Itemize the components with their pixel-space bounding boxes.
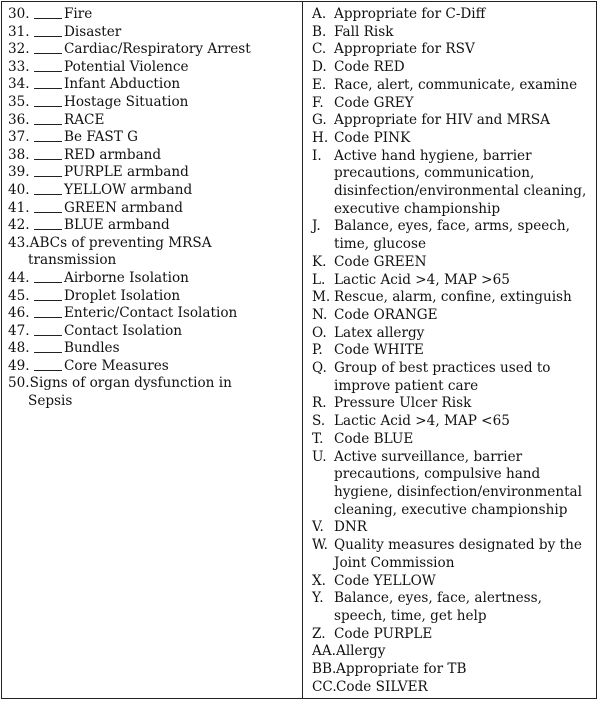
answer-text: Code PINK: [334, 129, 411, 146]
answer-letter: B.: [312, 23, 327, 40]
question-text: Potential Violence: [64, 58, 189, 75]
question-number: 39.: [8, 164, 30, 181]
answer-option: [312, 24, 594, 42]
question-item: [8, 375, 298, 410]
question-text: Signs of organ dysfunction in: [29, 375, 232, 392]
answer-blank[interactable]: [34, 182, 62, 195]
answer-letter: A.: [312, 6, 327, 22]
question-text: Contact Isolation: [64, 322, 183, 339]
answer-option: [312, 519, 594, 537]
question-text: Enteric/Contact Isolation: [64, 305, 238, 322]
questions-column: [8, 6, 298, 411]
question-item: [8, 305, 298, 323]
question-item: [8, 182, 298, 200]
answer-text: Lactic Acid >4, MAP >65: [334, 271, 510, 288]
answer-option: [312, 573, 594, 591]
question-text: BLUE armband: [64, 217, 170, 234]
answer-letter: F.: [312, 94, 324, 111]
answer-text: Active hand hygiene, barrier precautions, communication, disinfection/environmental cleaning, executive championship: [334, 147, 587, 217]
question-item: [8, 358, 298, 376]
answer-option: [312, 41, 594, 59]
answer-blank[interactable]: [34, 164, 62, 177]
answer-option: [312, 679, 594, 697]
answer-text: Fall Risk: [334, 23, 394, 40]
answer-text: Appropriate for C-Diff: [334, 6, 486, 22]
answer-option: [312, 342, 594, 360]
answer-option: [312, 537, 594, 572]
answer-text: Code PURPLE: [334, 625, 433, 642]
question-item: [8, 41, 298, 59]
answer-option: [312, 431, 594, 449]
answer-option: [312, 643, 594, 661]
question-item: [8, 24, 298, 42]
answer-blank[interactable]: [34, 24, 62, 37]
answer-letter: G.: [312, 112, 327, 129]
matching-worksheet: [1, 1, 597, 699]
answer-text: Quality measures designated by the Joint Commission: [334, 537, 582, 571]
answer-option: [312, 77, 594, 95]
answer-option: [312, 95, 594, 113]
question-text: Fire: [64, 6, 93, 22]
answer-letter: V.: [312, 519, 324, 536]
question-number: 47.: [8, 322, 30, 339]
question-number: 30.: [8, 6, 30, 22]
question-text: RACE: [64, 111, 105, 128]
answer-letter: BB.: [312, 661, 337, 678]
question-text-continued: Sepsis: [28, 393, 73, 410]
answer-letter: J.: [312, 218, 321, 235]
question-number: 41.: [8, 199, 30, 216]
question-number: 49.: [8, 357, 30, 374]
answer-blank[interactable]: [34, 147, 62, 160]
question-number: 34.: [8, 76, 30, 93]
answer-text: Balance, eyes, face, alertness, speech, time, get help: [334, 590, 542, 624]
question-item: [8, 200, 298, 218]
answer-letter: M.: [312, 289, 331, 306]
answer-text: Latex allergy: [334, 324, 425, 341]
answer-blank[interactable]: [34, 6, 62, 19]
answer-option: [312, 218, 594, 253]
answer-letter: K.: [312, 253, 327, 270]
question-text: Infant Abduction: [64, 76, 181, 93]
answer-letter: Y.: [312, 590, 324, 607]
answer-text: Race, alert, communicate, examine: [334, 76, 578, 93]
question-item: [8, 323, 298, 341]
answer-option: [312, 661, 594, 679]
answer-letter: AA.: [312, 643, 336, 660]
answer-blank[interactable]: [34, 270, 62, 283]
answer-letter: O.: [312, 324, 327, 341]
question-item: [8, 270, 298, 288]
answer-text: Appropriate for TB: [336, 661, 467, 678]
answer-letter: H.: [312, 129, 329, 146]
answer-text: Code BLUE: [334, 430, 414, 447]
question-text: YELLOW armband: [64, 181, 193, 198]
answer-letter: X.: [312, 572, 326, 589]
answer-blank[interactable]: [34, 305, 62, 318]
answer-option: [312, 360, 594, 395]
answer-letter: N.: [312, 306, 328, 323]
question-item: [8, 129, 298, 147]
question-text: Droplet Isolation: [64, 287, 181, 304]
answer-text: Code WHITE: [334, 342, 424, 359]
answer-option: [312, 112, 594, 130]
answer-text: Code YELLOW: [334, 572, 436, 589]
question-text: ABCs of preventing MRSA: [29, 234, 212, 251]
question-text-continued: transmission: [28, 252, 117, 269]
question-item: [8, 94, 298, 112]
answer-letter: W.: [312, 537, 328, 554]
answer-blank[interactable]: [34, 288, 62, 301]
question-text: GREEN armband: [64, 199, 183, 216]
answer-text: DNR: [334, 519, 368, 536]
answer-blank[interactable]: [34, 94, 62, 107]
question-text: Airborne Isolation: [64, 269, 189, 286]
question-item: [8, 217, 298, 235]
answer-option: [312, 148, 594, 219]
question-item: [8, 76, 298, 94]
answer-option: [312, 59, 594, 77]
question-number: 35.: [8, 93, 30, 110]
column-divider: [302, 2, 303, 698]
answer-blank[interactable]: [34, 129, 62, 142]
question-text: Cardiac/Respiratory Arrest: [64, 41, 251, 58]
answer-option: [312, 289, 594, 307]
question-text: Hostage Situation: [64, 93, 189, 110]
answer-letter: R.: [312, 395, 327, 412]
answer-text: Code GREY: [334, 94, 414, 111]
answer-letter: S.: [312, 413, 326, 430]
question-item: [8, 59, 298, 77]
answer-letter: Z.: [312, 625, 326, 642]
answer-option: [312, 395, 594, 413]
question-item: [8, 147, 298, 165]
question-number: 36.: [8, 111, 30, 128]
answer-letter: C.: [312, 41, 327, 58]
answer-blank[interactable]: [34, 41, 62, 54]
answer-option: [312, 130, 594, 148]
question-number: 42.: [8, 217, 30, 234]
answer-text: Allergy: [336, 643, 386, 660]
question-item: [8, 112, 298, 130]
answer-option: [312, 449, 594, 520]
answer-text: Code GREEN: [334, 253, 427, 270]
question-item: [8, 6, 298, 24]
answer-option: [312, 325, 594, 343]
answer-option: [312, 307, 594, 325]
answer-blank[interactable]: [34, 217, 62, 230]
answer-text: Appropriate for HIV and MRSA: [334, 112, 550, 129]
question-number: 33.: [8, 58, 30, 75]
answer-text: Code ORANGE: [334, 306, 438, 323]
answer-text: Lactic Acid >4, MAP <65: [334, 413, 510, 430]
question-text: Be FAST G: [64, 129, 138, 146]
answer-letter: D.: [312, 59, 327, 76]
answer-blank[interactable]: [34, 76, 62, 89]
answer-option: [312, 413, 594, 431]
answer-blank[interactable]: [34, 112, 62, 125]
question-item: [8, 340, 298, 358]
question-number: 40.: [8, 181, 30, 198]
answer-blank[interactable]: [34, 340, 62, 353]
question-item: [8, 288, 298, 306]
answer-option: [312, 626, 594, 644]
answer-text: Code RED: [334, 59, 405, 76]
answer-option: [312, 272, 594, 290]
answer-blank[interactable]: [34, 200, 62, 213]
answer-option: [312, 590, 594, 625]
answer-text: Rescue, alarm, confine, extinguish: [334, 289, 572, 306]
answer-letter: L.: [312, 271, 326, 288]
answer-letter: I.: [312, 147, 322, 164]
answer-blank[interactable]: [34, 358, 62, 371]
answer-text: Appropriate for RSV: [334, 41, 475, 58]
answer-text: Active surveillance, barrier precautions, compulsive hand hygiene, disinfection/environmental cleaning, executive championship: [334, 448, 582, 518]
answer-letter: Q.: [312, 360, 327, 377]
answer-letter: P.: [312, 342, 323, 359]
question-item: [8, 164, 298, 182]
answer-letter: E.: [312, 76, 327, 93]
answer-text: Code SILVER: [336, 678, 428, 695]
question-number: 50.: [8, 375, 30, 392]
question-number: 48.: [8, 340, 30, 357]
answer-text: Balance, eyes, face, arms, speech, time, glucose: [334, 218, 570, 253]
answer-text: Group of best practices used to improve patient care: [334, 360, 551, 394]
answer-blank[interactable]: [34, 323, 62, 336]
question-number: 44.: [8, 269, 30, 286]
question-number: 31.: [8, 23, 30, 40]
question-text: Core Measures: [64, 357, 169, 374]
question-text: Bundles: [64, 340, 120, 357]
answer-option: [312, 254, 594, 272]
question-number: 38.: [8, 146, 30, 163]
answers-column: [312, 6, 594, 696]
question-text: RED armband: [64, 146, 162, 163]
answer-letter: CC.: [312, 678, 337, 695]
answer-blank[interactable]: [34, 59, 62, 72]
question-number: 46.: [8, 305, 30, 322]
answer-text: Pressure Ulcer Risk: [334, 395, 472, 412]
question-item: [8, 235, 298, 270]
question-text: Disaster: [64, 23, 122, 40]
question-number: 37.: [8, 129, 30, 146]
question-number: 45.: [8, 287, 30, 304]
answer-option: [312, 6, 594, 24]
question-text: PURPLE armband: [64, 164, 189, 181]
question-number: 32.: [8, 41, 30, 58]
answer-letter: U.: [312, 448, 327, 465]
answer-letter: T.: [312, 430, 324, 447]
question-number: 43.: [8, 234, 30, 251]
